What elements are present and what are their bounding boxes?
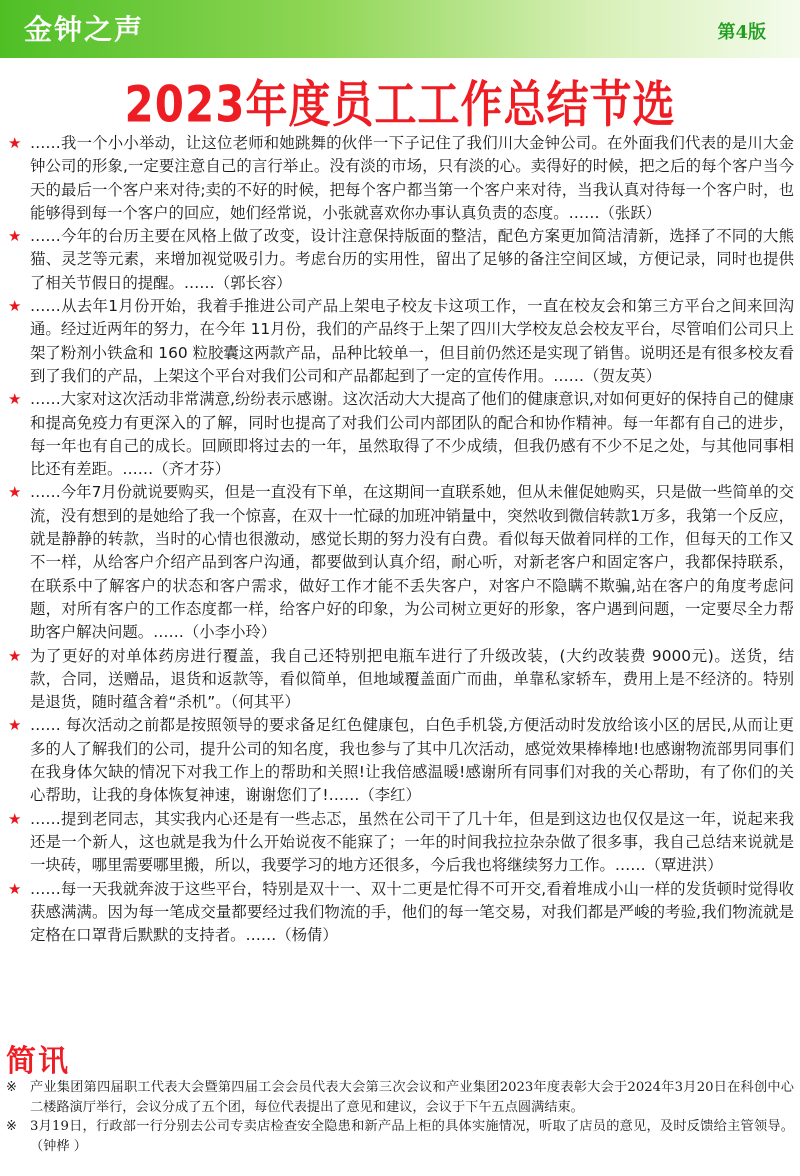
briefs-list [6, 1078, 794, 1156]
summary-entry [6, 388, 794, 481]
summary-entry [6, 132, 794, 225]
summary-entry [6, 808, 794, 878]
entry-text: …… 每次活动之前都是按照领导的要求备足红色健康包，白色手机袋,方便活动时发放给该小区的居民,从而让更多的人了解我们的公司，提升公司的知名度，我也参与了其中几次活动，感觉效果棒棒地!也感谢物流部男同事们在我身体欠缺的情况下对我工作上的帮助和关照!让我倍感温暖!感谢所有同事们对我的关心帮助，有了你们的关心帮助，让我的身体恢复神速，谢谢您们了!……（李红） [30, 716, 794, 805]
entry-text: ……今年的台历主要在风格上做了改变，设计注意保持版面的整洁，配色方案更加简洁清新，选择了不同的大熊猫、灵芝等元素，来增加视觉吸引力。考虑台历的实用性，留出了足够的备注空间区域，方便记录，同时也提供了相关节假日的提醒。……（郭长容） [30, 227, 794, 292]
entry-text: ……今年7月份就说要购买，但是一直没有下单，在这期间一直联系她，但从未催促她购买，只是做一些简单的交流，没有想到的是她给了我一个惊喜，在双十一忙碌的加班冲销量中，突然收到微信转款1万多，我第一个反应，就是静静的转款，当时的心情也很激动，感觉长期的努力没有白费。看似每天做着同样的工作，但每天的工作又不一样，从给客户介绍产品到客户沟通，都要做到认真介绍，耐心听，对新老客户和固定客户，我都保持联系，在联系中了解客户的状态和客户需求，做好工作才能不丢失客户，对客户不隐瞒不欺骗,站在客户的角度考虑问题，对所有客户的工作态度都一样，给客户好的印象，为公司树立更好的形象，客户遇到问题，一定要尽全力帮助客户解决问题。……（小李小玲） [30, 483, 794, 642]
brief-text: 3月19日，行政部一行分别去公司专卖店检查安全隐患和新产品上柜的具体实施情况，听取了店员的意见，及时反馈给主管领导。 （钟桦 ） [30, 1119, 794, 1154]
star-icon: ★ [8, 483, 22, 502]
entry-text: ……大家对这次活动非常满意,纷纷表示感谢。这次活动大大提高了他们的健康意识,对如何更好的保持自己的健康和提高免疫力有更深入的了解，同时也提高了对我们公司内部团队的配合和协作精神。每一年都有自己的进步，每一年也有自己的成长。回顾即将过去的一年，虽然取得了不少成绩，但我仍感有不少不足之处，与其他同事相比还有差距。……（齐才芬） [30, 390, 794, 479]
summary-entry [6, 481, 794, 644]
star-icon: ★ [8, 716, 22, 735]
briefs-heading: 简讯 [6, 1044, 70, 1079]
entry-text: ……提到老同志，其实我内心还是有一些忐忑，虽然在公司干了几十年，但是到这边也仅仅是这一年，说起来我还是一个新人，这也就是我为什么开始说夜不能寐了；一年的时间我拉拉杂杂做了很多事，我自己总结来说就是一块砖，哪里需要哪里搬，所以，我要学习的地方还很多，今后我也将继续努力工作。……（覃进洪） [30, 809, 794, 875]
star-icon: ★ [8, 809, 22, 828]
entry-text: ……每一天我就奔波于这些平台，特别是双十一、双十二更是忙得不可开交,看着堆成小山一样的发货顿时觉得收获感满满。因为每一笔成交量都要经过我们物流的手，他们的每一笔交易，对我们都是严峻的考验,我们物流就是定格在口罩背后默默的支持者。……（杨倩） [30, 879, 794, 945]
entry-text: ……从去年1月份开始，我着手推进公司产品上架电子校友卡这项工作，一直在校友会和第三方平台之间来回沟通。经过近两年的努力，在今年 11月份，我们的产品终于上架了四川大学校友总会校友平台，尽管咱们公司只上架了粉剂小铁盒和 160 粒胶囊这两款产品，品种比较单一，但目前仍然还是实现了销售。说明还是有很多校友看到了我们的产品，上架这个平台对我们公司和产品都起到了一定的宣传作用。……（贺友英） [30, 297, 794, 385]
entry-text: 为了更好的对单体药房进行覆盖，我自己还特别把电瓶车进行了升级改装，(大约改装费 9000元)。送货，结款，合同，送赠品，退货和返款等，看似简单，但地域覆盖面广而曲，单靠私家轿车，费用上是不经济的。特别是退货，随时蕴含着“杀机”。（何其平） [30, 646, 794, 712]
star-icon: ★ [8, 134, 22, 152]
star-icon: ★ [8, 227, 22, 246]
brief-text: 产业集团第四届职工代表大会暨第四届工会会员代表大会第三次会议和产业集团2023年度表彰大会于2024年3月20日在科创中心二楼路演厅举行，会议分成了五个团，每位代表提出了意见和建议，会议于下午五点圆满结束。 [30, 1080, 794, 1115]
newsletter-header [0, 0, 800, 58]
page-title: 2023年度员工工作总结节选 [124, 75, 676, 134]
brief-item [6, 1117, 794, 1156]
summary-entry [6, 225, 794, 295]
star-icon: ★ [8, 297, 22, 316]
summary-entries [6, 132, 794, 947]
newsletter-brand: 金钟之声 [24, 13, 145, 46]
star-icon: ★ [8, 646, 22, 665]
star-icon: ★ [8, 879, 22, 898]
star-icon: ★ [8, 390, 22, 409]
summary-entry [6, 878, 794, 948]
entry-text: ……我一个小小举动，让这位老师和她跳舞的伙伴一下子记住了我们川大金钟公司。在外面我们代表的是川大金钟公司的形象,一定要注意自己的言行举止。没有淡的市场，只有淡的心。卖得好的时候，把之后的每个客户当今天的最后一个客户来对待;卖的不好的时候，把每个客户都当第一个客户来对待，当我认真对待每一个客户时，也能够得到每一个客户的回应，她们经常说，小张就喜欢你办事认真负责的态度。……（张跃） [30, 134, 794, 222]
summary-entry [6, 295, 794, 388]
summary-entry [6, 645, 794, 715]
brief-item [6, 1078, 794, 1117]
summary-entry [6, 714, 794, 807]
edition-label: 第4版 [717, 22, 766, 43]
note-mark-icon: ※ [6, 1080, 17, 1095]
note-mark-icon: ※ [6, 1119, 17, 1134]
